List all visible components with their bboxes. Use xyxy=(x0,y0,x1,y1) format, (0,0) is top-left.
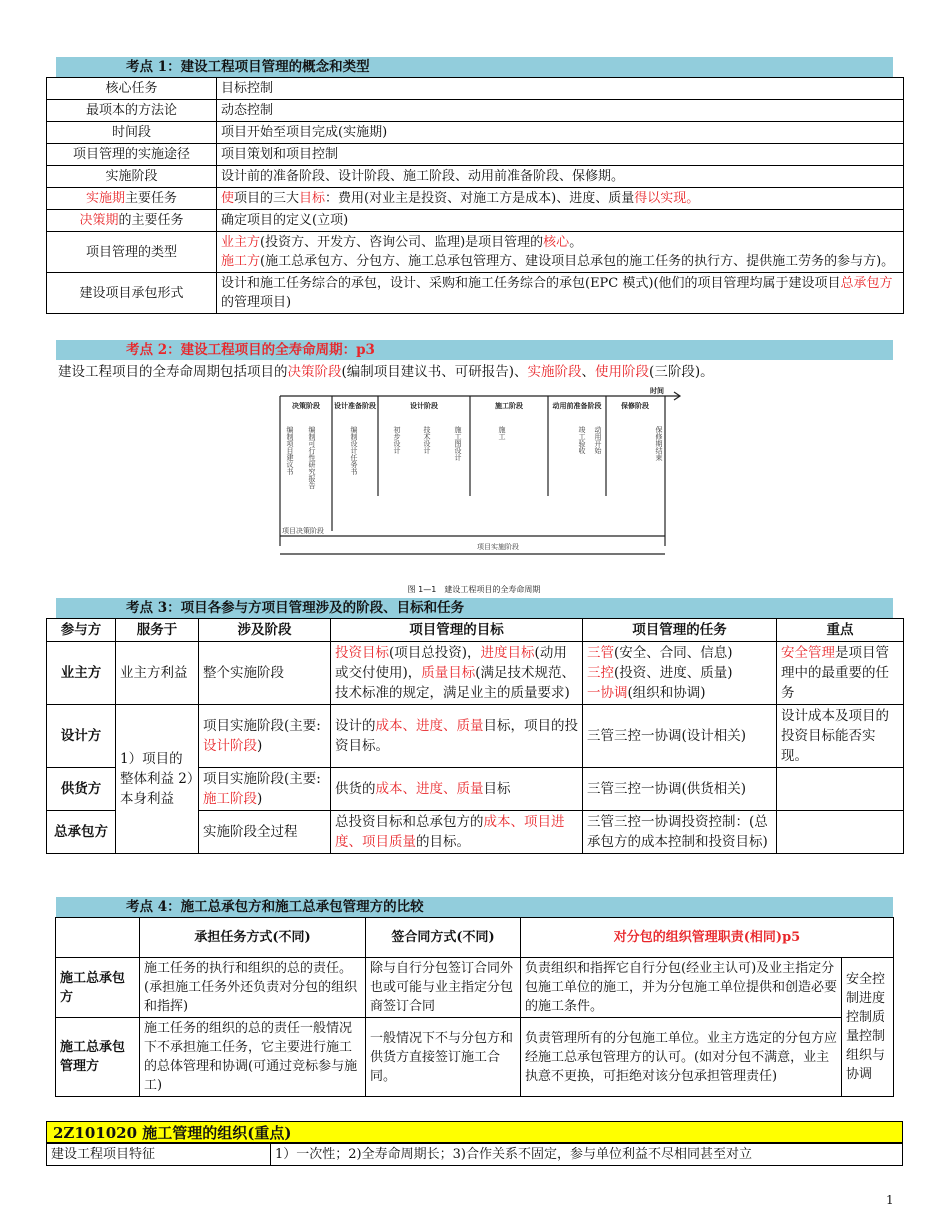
text: (满足技术规范、技术标准的规定，满足业主的质量要求) xyxy=(335,665,576,701)
stage-label: 设计阶段 xyxy=(410,402,438,410)
task-cell xyxy=(583,642,777,705)
red-text: 安全管理 xyxy=(781,645,835,661)
focus-cell xyxy=(777,811,904,854)
shared-duty-cell: 安全控制进度控制质量控制组织与协调 xyxy=(842,958,894,1097)
stage-label: 决策阶段 xyxy=(292,402,320,410)
table-row xyxy=(47,144,904,166)
row-value xyxy=(217,273,904,314)
column-header: 涉及阶段 xyxy=(199,619,331,642)
red-text: 投资目标 xyxy=(335,645,389,661)
text: 目标 xyxy=(483,781,511,797)
row-value: 项目策划和项目控制 xyxy=(217,144,904,166)
column-header: 对分包的组织管理职责(相同)p5 xyxy=(521,918,894,958)
red-text: 成本、项目进度、项目质量 xyxy=(335,814,565,850)
diagram-item: 编制设计任务书 xyxy=(350,426,358,475)
row-key: 时间段 xyxy=(47,122,217,144)
red-text: 决策期 xyxy=(79,213,119,228)
task-mode-cell: 施工任务的执行和组织的总的责任。(承担施工任务外还负责对分包的组织和指挥) xyxy=(140,958,366,1018)
text: 、 xyxy=(581,364,596,380)
focus-cell xyxy=(777,642,904,705)
contract-cell: 除与自行分包签订合同外也或可能与业主指定分包商签订合同 xyxy=(366,958,521,1018)
lifecycle-diagram xyxy=(262,386,687,598)
text: (投资、进度、质量) xyxy=(614,665,733,681)
red-text: 设计阶段 xyxy=(203,738,257,754)
red-text: 使用阶段 xyxy=(595,364,650,380)
section4-table xyxy=(55,917,894,1097)
column-header: 项目管理的任务 xyxy=(583,619,777,642)
focus-cell xyxy=(777,768,904,811)
diagram-item: 施工 xyxy=(498,426,506,440)
row-value: 确定项目的定义(立项) xyxy=(217,210,904,232)
task-cell: 三管三控一协调(设计相关) xyxy=(583,705,777,768)
row-key: 施工总承包方 xyxy=(56,958,140,1018)
row-key: 最项本的方法论 xyxy=(47,100,217,122)
diagram-item: 竣工验收 xyxy=(578,426,586,454)
text: (三阶段)。 xyxy=(649,364,714,380)
text: 是项目管理中的最重要的任务 xyxy=(781,645,889,701)
red-text: 施工阶段 xyxy=(203,791,257,807)
red-text: 成本、进度、质量 xyxy=(375,781,484,797)
row-value: 动态控制 xyxy=(217,100,904,122)
red-text: 施工方 xyxy=(221,254,261,269)
stage-label: 保修阶段 xyxy=(621,402,649,410)
task-mode-cell: 施工任务的组织的总的责任一般情况下不承担施工任务，它主要进行施工的总体管理和协调(可通过竞标参与施工) xyxy=(140,1018,366,1097)
text: (安全、合同、信息) xyxy=(614,645,733,661)
red-text: 业主方 xyxy=(221,235,261,250)
red-text: 三管 xyxy=(587,645,614,661)
column-header: 项目管理的目标 xyxy=(331,619,583,642)
table-row xyxy=(47,273,904,314)
duty-cell: 负责组织和指挥它自行分包(经业主认可)及业主指定分包施工单位的施工，并为分包施工单位提供和创造必要的施工条件。 xyxy=(521,958,842,1018)
row-key xyxy=(47,188,217,210)
text: 总投资目标和总承包方的 xyxy=(335,814,484,830)
text: 的主要任务 xyxy=(118,213,184,228)
stage-label: 设计准备阶段 xyxy=(334,402,376,410)
section3-title-text: 考点 3：项目各参与方项目管理涉及的阶段、目标和任务 xyxy=(126,600,465,616)
column-header: 参与方 xyxy=(47,619,116,642)
task-cell: 三管三控一协调投资控制：(总承包方的成本控制和投资目标) xyxy=(583,811,777,854)
row-key: 项目管理的类型 xyxy=(47,232,217,273)
section2-title xyxy=(56,340,893,360)
section1-table xyxy=(46,77,904,314)
focus-cell: 设计成本及项目的投资目标能否实现。 xyxy=(777,705,904,768)
contract-cell: 一般情况下不与分包方和供货方直接签订施工合同。 xyxy=(366,1018,521,1097)
stage-cell xyxy=(199,768,331,811)
diagram-item: 初步设计 xyxy=(393,426,401,454)
row-value: 目标控制 xyxy=(217,78,904,100)
serve-cell: 业主方利益 xyxy=(116,642,199,705)
table-row xyxy=(56,958,894,1018)
red-text: 成本、进度、质量 xyxy=(375,718,484,734)
stage-label: 动用前准备阶段 xyxy=(552,402,602,410)
column-header: 承担任务方式(不同) xyxy=(140,918,366,958)
row-value: 1）一次性；2)全寿命周期长；3)合作关系不固定，参与单位利益不尽相同甚至对立 xyxy=(271,1144,903,1166)
red-text: 总承包方 xyxy=(840,276,893,291)
party-cell: 设计方 xyxy=(47,705,116,768)
stage-label: 施工阶段 xyxy=(495,402,523,410)
goal-cell xyxy=(331,768,583,811)
row-value xyxy=(217,188,904,210)
text: 供货的 xyxy=(335,781,376,797)
red-text: 使 xyxy=(221,191,235,206)
stage-cell xyxy=(199,705,331,768)
red-text: 一协调 xyxy=(587,685,628,701)
table-row xyxy=(47,1144,903,1166)
section3-title xyxy=(56,598,893,618)
section5-title xyxy=(46,1121,903,1143)
red-text: 进度目标 xyxy=(480,645,535,661)
text: (投资方、开发方、咨询公司、监理)是项目管理的 xyxy=(260,235,544,250)
table-row xyxy=(47,188,904,210)
text: (动用或交付使用)， xyxy=(335,645,567,681)
table-row xyxy=(47,705,904,768)
page-number: 1 xyxy=(886,1193,894,1207)
text: 的目标。 xyxy=(416,834,470,850)
table-row xyxy=(47,100,904,122)
table-row xyxy=(56,1018,894,1097)
text: 项目的三大 xyxy=(234,191,300,206)
text: (施工总承包方、分包方、施工总承包管理方、建设项目总承包的施工任务的执行方、提供施工劳务的参与方)。 xyxy=(260,254,895,269)
diagram-item: 技术设计 xyxy=(423,426,431,454)
table-row xyxy=(47,232,904,273)
red-text: 实施阶段 xyxy=(527,364,582,380)
diagram-item: 动用开始 xyxy=(594,426,602,454)
goal-cell xyxy=(331,705,583,768)
text: 项目实施阶段(主要: xyxy=(203,771,321,787)
row-key: 建设项目承包形式 xyxy=(47,273,217,314)
red-text: 三控 xyxy=(587,665,614,681)
row-key: 施工总承包管理方 xyxy=(56,1018,140,1097)
column-header: 服务于 xyxy=(116,619,199,642)
task-cell: 三管三控一协调(供货相关) xyxy=(583,768,777,811)
text: ) xyxy=(257,791,263,807)
party-cell: 业主方 xyxy=(47,642,116,705)
diagram-item: 编制可行性研究报告 xyxy=(308,426,316,489)
stage-cell: 实施阶段全过程 xyxy=(199,811,331,854)
red-text: 目标 xyxy=(299,191,326,206)
red-text: 得以实现。 xyxy=(634,191,700,206)
party-cell: 供货方 xyxy=(47,768,116,811)
row-value xyxy=(217,232,904,273)
text: ：费用(对业主是投资、对施工方是成本)、进度、质量 xyxy=(325,191,635,206)
section5-title-text: 2Z101020 施工管理的组织(重点) xyxy=(53,1124,292,1142)
column-header: 重点 xyxy=(777,619,904,642)
text: (项目总投资)， xyxy=(389,645,481,661)
table-row xyxy=(47,166,904,188)
duty-cell: 负责管理所有的分包施工单位。业主方选定的分包方应经施工总承包管理方的认可。(如对分包不满意，业主执意不更换，可拒绝对该分包承担管理责任) xyxy=(521,1018,842,1097)
row-key: 建设工程项目特征 xyxy=(47,1144,271,1166)
period-label: 项目决策阶段 xyxy=(282,527,324,535)
party-cell: 总承包方 xyxy=(47,811,116,854)
table-row xyxy=(47,78,904,100)
text: 。 xyxy=(569,235,583,250)
stage-cell: 整个实施阶段 xyxy=(199,642,331,705)
table-row xyxy=(47,210,904,232)
text: 建设工程项目的全寿命周期包括项目的 xyxy=(58,364,288,380)
text: 的管理项目) xyxy=(221,295,292,310)
text: ) xyxy=(257,738,263,754)
column-header xyxy=(56,918,140,958)
table-header-row xyxy=(56,918,894,958)
section1-title xyxy=(56,57,893,77)
text: (组织和协调) xyxy=(627,685,706,701)
section2-paragraph xyxy=(58,362,908,382)
table-row xyxy=(47,642,904,705)
text: 设计和施工任务综合的承包，设计、采购和施工任务综合的承包(EPC 模式)(他们的项目管理均属于建设项目 xyxy=(221,276,841,291)
row-key xyxy=(47,210,217,232)
period-label: 项目实施阶段 xyxy=(477,543,519,551)
section5-table xyxy=(46,1143,903,1166)
text: 项目实施阶段(主要: xyxy=(203,718,321,734)
section1-title-text: 考点 1：建设工程项目管理的概念和类型 xyxy=(126,59,370,75)
text: 设计的 xyxy=(335,718,376,734)
row-key: 核心任务 xyxy=(47,78,217,100)
section4-title xyxy=(56,897,893,917)
red-text: 实施期 xyxy=(85,191,125,206)
row-key: 项目管理的实施途径 xyxy=(47,144,217,166)
red-text: 质量目标 xyxy=(421,665,476,681)
diagram-caption: 图 1—1 建设工程项目的全寿命周期 xyxy=(407,585,541,594)
diagram-item: 施工图设计 xyxy=(454,426,462,461)
goal-cell xyxy=(331,642,583,705)
time-label: 时间 xyxy=(650,387,664,395)
serve-cell: 1）项目的整体利益 2）本身利益 xyxy=(116,705,199,854)
red-text: 决策阶段 xyxy=(287,364,342,380)
column-header: 签合同方式(不同) xyxy=(366,918,521,958)
row-value: 设计前的准备阶段、设计阶段、施工阶段、动用前准备阶段、保修期。 xyxy=(217,166,904,188)
text: 目标，项目的投资目标。 xyxy=(335,718,578,754)
text: (编制项目建议书、可研报告)、 xyxy=(341,364,528,380)
diagram-item: 编制项目建议书 xyxy=(286,426,294,475)
section4-title-text: 考点 4：施工总承包方和施工总承包管理方的比较 xyxy=(126,899,424,915)
row-key: 实施阶段 xyxy=(47,166,217,188)
diagram-item: 保修期结束 xyxy=(655,426,663,461)
table-header-row xyxy=(47,619,904,642)
section2-title-text: 考点 2：建设工程项目的全寿命周期：p3 xyxy=(126,342,375,358)
row-value: 项目开始至项目完成(实施期) xyxy=(217,122,904,144)
section3-table xyxy=(46,618,904,854)
red-text: 核心 xyxy=(543,235,570,250)
table-row xyxy=(47,122,904,144)
goal-cell xyxy=(331,811,583,854)
text: 主要任务 xyxy=(125,191,178,206)
